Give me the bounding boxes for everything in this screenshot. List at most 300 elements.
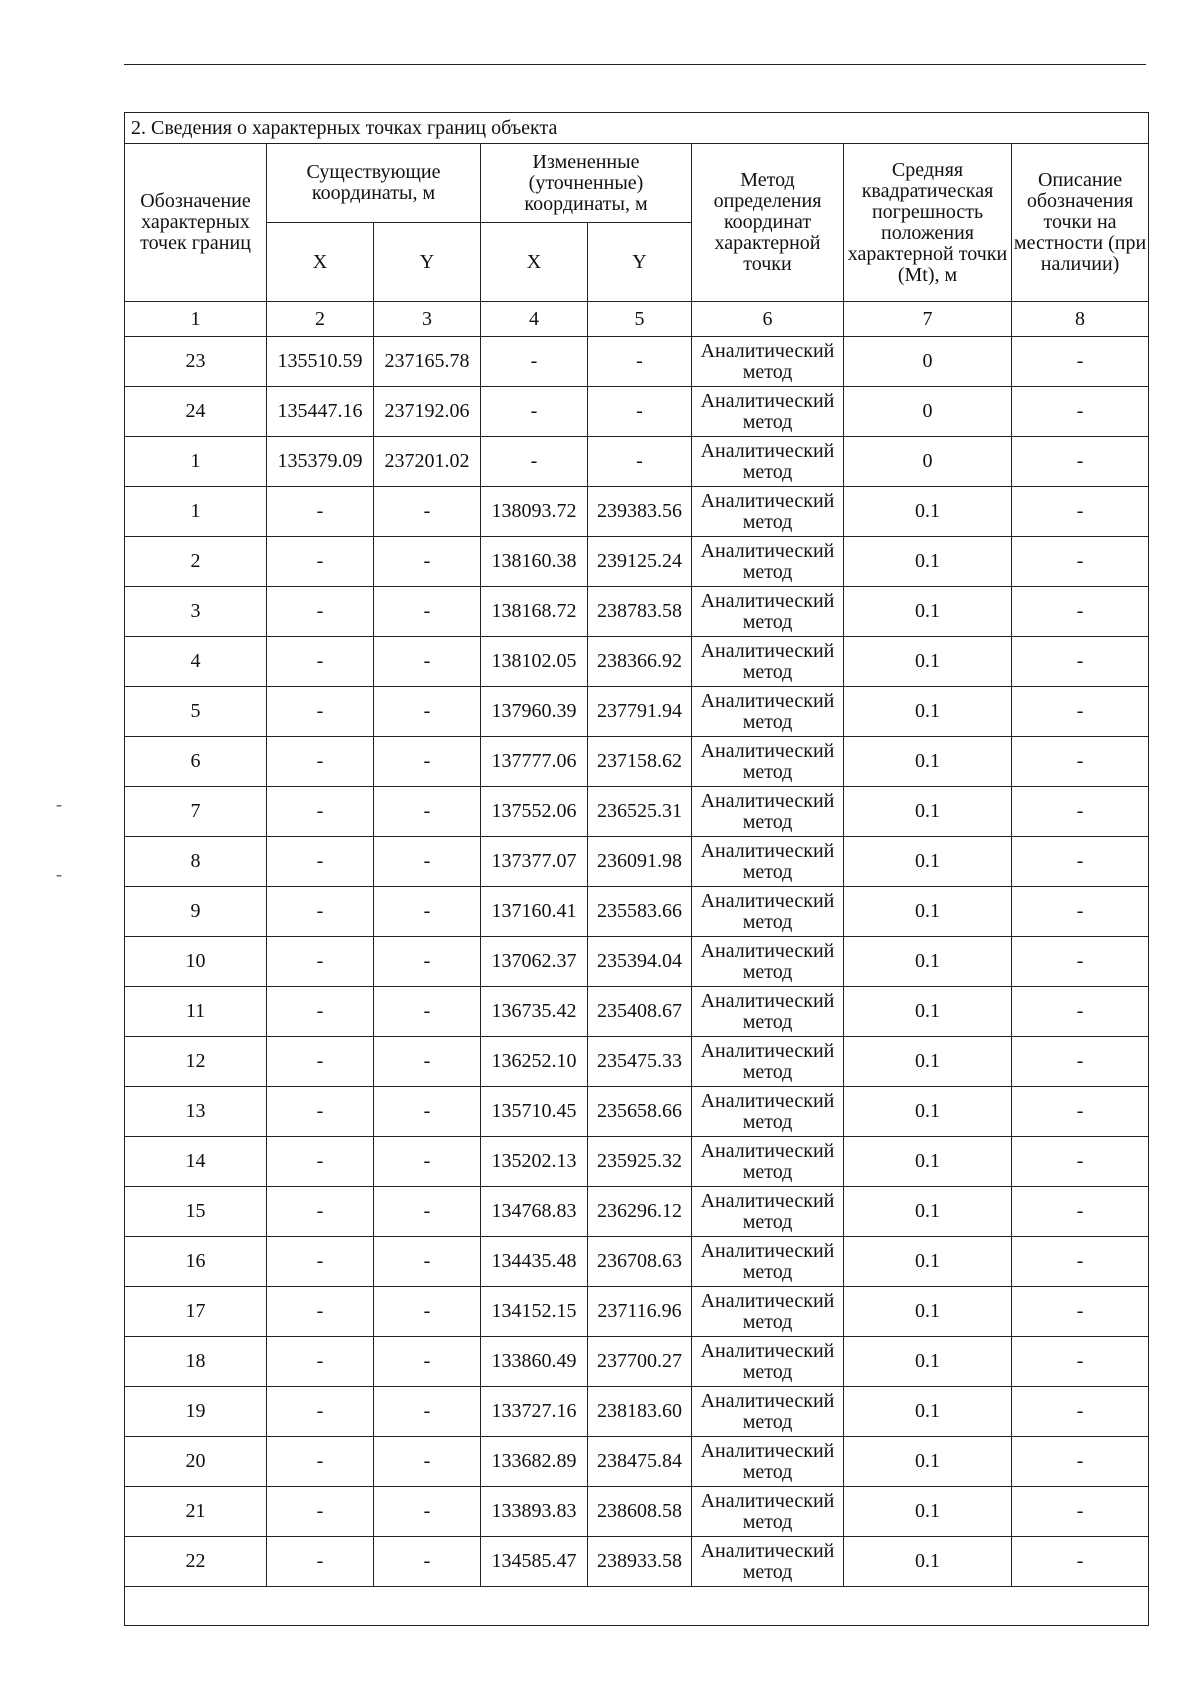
point-description: - — [1012, 1387, 1149, 1437]
existing-x: - — [267, 887, 374, 937]
method-line: метод — [742, 1060, 793, 1083]
changed-y: 235408.67 — [588, 987, 692, 1037]
method — [692, 487, 844, 537]
existing-y: - — [374, 887, 481, 937]
table-row — [125, 1237, 1149, 1287]
changed-y: 236525.31 — [588, 787, 692, 837]
existing-x: 135447.16 — [267, 387, 374, 437]
error-mt: 0.1 — [844, 737, 1012, 787]
existing-x: - — [267, 1437, 374, 1487]
header-method: Метод определения координат характерной точки — [692, 144, 844, 302]
error-mt: 0.1 — [844, 1537, 1012, 1587]
point-description: - — [1012, 937, 1149, 987]
column-number: 8 — [1012, 302, 1149, 337]
point-description: - — [1012, 887, 1149, 937]
existing-y: - — [374, 1037, 481, 1087]
method-line: метод — [742, 1160, 793, 1183]
changed-x: 137960.39 — [481, 687, 588, 737]
table-row — [125, 437, 1149, 487]
header-changed-coords: Измененные (уточненные) координаты, м — [481, 144, 692, 223]
point-designation: 20 — [125, 1437, 267, 1487]
error-mt: 0.1 — [844, 787, 1012, 837]
method-line: Аналитический — [700, 739, 835, 762]
point-designation: 14 — [125, 1137, 267, 1187]
method-line: метод — [742, 1310, 793, 1333]
table-row — [125, 1187, 1149, 1237]
header-existing-x: X — [267, 223, 374, 302]
changed-x: 134585.47 — [481, 1537, 588, 1587]
existing-x: - — [267, 1237, 374, 1287]
method-line: Аналитический — [700, 639, 835, 662]
point-designation: 8 — [125, 837, 267, 887]
method-line: Аналитический — [700, 489, 835, 512]
method — [692, 1487, 844, 1537]
existing-x: - — [267, 837, 374, 887]
point-description: - — [1012, 537, 1149, 587]
changed-y: 238366.92 — [588, 637, 692, 687]
changed-y: - — [588, 437, 692, 487]
existing-y: 237201.02 — [374, 437, 481, 487]
error-mt: 0.1 — [844, 1087, 1012, 1137]
point-designation: 4 — [125, 637, 267, 687]
existing-y: - — [374, 737, 481, 787]
table-row — [125, 987, 1149, 1037]
changed-y: 237791.94 — [588, 687, 692, 737]
changed-y: 236708.63 — [588, 1237, 692, 1287]
method — [692, 737, 844, 787]
method-line: Аналитический — [700, 839, 835, 862]
existing-x: - — [267, 1387, 374, 1437]
changed-y: 235583.66 — [588, 887, 692, 937]
table-row — [125, 1487, 1149, 1537]
error-mt: 0.1 — [844, 1237, 1012, 1287]
point-designation: 16 — [125, 1237, 267, 1287]
method-line: метод — [742, 760, 793, 783]
point-designation: 19 — [125, 1387, 267, 1437]
changed-y: 235475.33 — [588, 1037, 692, 1087]
error-mt: 0 — [844, 387, 1012, 437]
method-line: Аналитический — [700, 1339, 835, 1362]
changed-y: 236296.12 — [588, 1187, 692, 1237]
method — [692, 387, 844, 437]
changed-x: 134152.15 — [481, 1287, 588, 1337]
existing-y: - — [374, 787, 481, 837]
existing-y: - — [374, 487, 481, 537]
header-description: Описание обозначения точки на местности (при наличии) — [1012, 144, 1149, 302]
method-line: метод — [742, 1110, 793, 1133]
point-description: - — [1012, 987, 1149, 1037]
method — [692, 1537, 844, 1587]
error-mt: 0.1 — [844, 487, 1012, 537]
table-row — [125, 637, 1149, 687]
point-designation: 3 — [125, 587, 267, 637]
column-number: 3 — [374, 302, 481, 337]
table-row — [125, 837, 1149, 887]
point-description: - — [1012, 687, 1149, 737]
changed-x: 138102.05 — [481, 637, 588, 687]
point-designation: 15 — [125, 1187, 267, 1237]
changed-x: 138168.72 — [481, 587, 588, 637]
changed-x: 135202.13 — [481, 1137, 588, 1187]
method — [692, 437, 844, 487]
method — [692, 887, 844, 937]
changed-y: 235658.66 — [588, 1087, 692, 1137]
table-row — [125, 1287, 1149, 1337]
method-line: Аналитический — [700, 689, 835, 712]
existing-y: - — [374, 637, 481, 687]
changed-y: - — [588, 387, 692, 437]
method — [692, 937, 844, 987]
method-line: Аналитический — [700, 1189, 835, 1212]
method-line: метод — [742, 810, 793, 833]
table-row — [125, 537, 1149, 587]
changed-x: 137062.37 — [481, 937, 588, 987]
method-line: Аналитический — [700, 1089, 835, 1112]
method-line: метод — [742, 510, 793, 533]
method-line: метод — [742, 960, 793, 983]
existing-x: - — [267, 1487, 374, 1537]
existing-y: - — [374, 1087, 481, 1137]
method — [692, 1137, 844, 1187]
method-line: метод — [742, 360, 793, 383]
point-designation: 6 — [125, 737, 267, 787]
point-designation: 7 — [125, 787, 267, 837]
method-line: метод — [742, 1010, 793, 1033]
existing-y: - — [374, 1237, 481, 1287]
column-number: 2 — [267, 302, 374, 337]
point-description: - — [1012, 587, 1149, 637]
method — [692, 1037, 844, 1087]
point-description: - — [1012, 487, 1149, 537]
error-mt: 0.1 — [844, 1337, 1012, 1387]
point-description: - — [1012, 1037, 1149, 1087]
method-line: метод — [742, 710, 793, 733]
method — [692, 337, 844, 387]
method-line: метод — [742, 1210, 793, 1233]
method-line: метод — [742, 1360, 793, 1383]
changed-x: 133727.16 — [481, 1387, 588, 1437]
existing-x: - — [267, 1537, 374, 1587]
header-existing-y: Y — [374, 223, 481, 302]
header-designation: Обозначение характерных точек границ — [125, 144, 267, 302]
point-designation: 5 — [125, 687, 267, 737]
method-line: Аналитический — [700, 1289, 835, 1312]
table-row — [125, 1437, 1149, 1487]
error-mt: 0.1 — [844, 587, 1012, 637]
error-mt: 0 — [844, 337, 1012, 387]
table-row — [125, 937, 1149, 987]
error-mt: 0.1 — [844, 837, 1012, 887]
header-existing-coords: Существующие координаты, м — [267, 144, 481, 223]
point-description: - — [1012, 837, 1149, 887]
existing-x: - — [267, 637, 374, 687]
existing-y: - — [374, 687, 481, 737]
point-description: - — [1012, 387, 1149, 437]
existing-x: - — [267, 1287, 374, 1337]
changed-y: 237158.62 — [588, 737, 692, 787]
column-number: 4 — [481, 302, 588, 337]
changed-y: 235394.04 — [588, 937, 692, 987]
table-row — [125, 1137, 1149, 1187]
existing-x: - — [267, 1087, 374, 1137]
existing-y: - — [374, 1487, 481, 1537]
method-line: метод — [742, 660, 793, 683]
method — [692, 1237, 844, 1287]
changed-x: 136735.42 — [481, 987, 588, 1037]
point-description: - — [1012, 737, 1149, 787]
error-mt: 0.1 — [844, 1387, 1012, 1437]
changed-y: 237116.96 — [588, 1287, 692, 1337]
existing-y: - — [374, 837, 481, 887]
point-description: - — [1012, 1087, 1149, 1137]
changed-x: - — [481, 337, 588, 387]
table-row — [125, 337, 1149, 387]
changed-x: 133893.83 — [481, 1487, 588, 1537]
error-mt: 0.1 — [844, 637, 1012, 687]
point-designation: 17 — [125, 1287, 267, 1337]
method-line: Аналитический — [700, 1139, 835, 1162]
point-description: - — [1012, 787, 1149, 837]
error-mt: 0.1 — [844, 1287, 1012, 1337]
method-line: Аналитический — [700, 939, 835, 962]
point-description: - — [1012, 637, 1149, 687]
point-description: - — [1012, 1437, 1149, 1487]
method — [692, 1287, 844, 1337]
changed-y: 238183.60 — [588, 1387, 692, 1437]
changed-x: 134435.48 — [481, 1237, 588, 1287]
method-line: метод — [742, 610, 793, 633]
point-designation: 22 — [125, 1537, 267, 1587]
method-line: метод — [742, 1460, 793, 1483]
point-designation: 10 — [125, 937, 267, 987]
point-designation: 1 — [125, 437, 267, 487]
method-line: Аналитический — [700, 539, 835, 562]
point-designation: 9 — [125, 887, 267, 937]
point-designation: 2 — [125, 537, 267, 587]
changed-x: 138160.38 — [481, 537, 588, 587]
method — [692, 587, 844, 637]
method-line: Аналитический — [700, 789, 835, 812]
table-row — [125, 1037, 1149, 1087]
changed-y: 235925.32 — [588, 1137, 692, 1187]
top-rule — [124, 64, 1146, 65]
changed-x: 136252.10 — [481, 1037, 588, 1087]
error-mt: 0.1 — [844, 937, 1012, 987]
existing-x: - — [267, 1037, 374, 1087]
changed-x: 134768.83 — [481, 1187, 588, 1237]
section-title: 2. Сведения о характерных точках границ объекта — [125, 113, 1149, 144]
method — [692, 837, 844, 887]
table-row — [125, 1337, 1149, 1387]
method-line: Аналитический — [700, 439, 835, 462]
method-line: Аналитический — [700, 889, 835, 912]
changed-y: 238608.58 — [588, 1487, 692, 1537]
method-line: Аналитический — [700, 1389, 835, 1412]
table-row — [125, 1537, 1149, 1587]
method — [692, 637, 844, 687]
error-mt: 0.1 — [844, 1037, 1012, 1087]
method-line: метод — [742, 460, 793, 483]
existing-x: - — [267, 1137, 374, 1187]
existing-x: - — [267, 987, 374, 1037]
existing-y: - — [374, 1437, 481, 1487]
existing-y: - — [374, 587, 481, 637]
table-row — [125, 1087, 1149, 1137]
changed-y: 238783.58 — [588, 587, 692, 637]
changed-y: - — [588, 337, 692, 387]
table-row — [125, 737, 1149, 787]
table-row — [125, 387, 1149, 437]
error-mt: 0.1 — [844, 1437, 1012, 1487]
existing-x: 135379.09 — [267, 437, 374, 487]
method — [692, 1087, 844, 1137]
point-description: - — [1012, 1337, 1149, 1387]
existing-y: - — [374, 1387, 481, 1437]
error-mt: 0.1 — [844, 887, 1012, 937]
table-row — [125, 487, 1149, 537]
method-line: Аналитический — [700, 1489, 835, 1512]
existing-x: - — [267, 1337, 374, 1387]
table-footer-empty — [125, 1587, 1149, 1626]
changed-x: - — [481, 437, 588, 487]
existing-y: 237165.78 — [374, 337, 481, 387]
error-mt: 0.1 — [844, 537, 1012, 587]
point-designation: 18 — [125, 1337, 267, 1387]
error-mt: 0.1 — [844, 987, 1012, 1037]
method-line: Аналитический — [700, 589, 835, 612]
changed-x: - — [481, 387, 588, 437]
point-description: - — [1012, 1487, 1149, 1537]
column-number: 7 — [844, 302, 1012, 337]
method-line: метод — [742, 860, 793, 883]
existing-y: - — [374, 1137, 481, 1187]
existing-x: - — [267, 687, 374, 737]
error-mt: 0.1 — [844, 687, 1012, 737]
point-designation: 24 — [125, 387, 267, 437]
column-number-row — [125, 302, 1149, 337]
existing-y: 237192.06 — [374, 387, 481, 437]
point-description: - — [1012, 1537, 1149, 1587]
column-number: 6 — [692, 302, 844, 337]
existing-x: - — [267, 787, 374, 837]
method — [692, 1387, 844, 1437]
method-line: метод — [742, 1410, 793, 1433]
existing-x: - — [267, 1187, 374, 1237]
method — [692, 987, 844, 1037]
point-designation: 13 — [125, 1087, 267, 1137]
method-line: метод — [742, 1560, 793, 1583]
changed-x: 133682.89 — [481, 1437, 588, 1487]
method-line: Аналитический — [700, 989, 835, 1012]
existing-y: - — [374, 937, 481, 987]
existing-x: - — [267, 537, 374, 587]
table-row — [125, 1387, 1149, 1437]
method-line: Аналитический — [700, 1439, 835, 1462]
changed-x: 137160.41 — [481, 887, 588, 937]
point-description: - — [1012, 1187, 1149, 1237]
changed-x: 133860.49 — [481, 1337, 588, 1387]
changed-y: 236091.98 — [588, 837, 692, 887]
method — [692, 537, 844, 587]
changed-y: 238475.84 — [588, 1437, 692, 1487]
point-designation: 23 — [125, 337, 267, 387]
method — [692, 687, 844, 737]
method — [692, 1437, 844, 1487]
existing-x: - — [267, 587, 374, 637]
method-line: метод — [742, 1510, 793, 1533]
column-number: 5 — [588, 302, 692, 337]
changed-y: 237700.27 — [588, 1337, 692, 1387]
point-description: - — [1012, 1137, 1149, 1187]
error-mt: 0.1 — [844, 1187, 1012, 1237]
point-description: - — [1012, 1237, 1149, 1287]
margin-mark: - — [56, 864, 62, 884]
existing-y: - — [374, 537, 481, 587]
point-description: - — [1012, 437, 1149, 487]
changed-y: 239125.24 — [588, 537, 692, 587]
point-designation: 12 — [125, 1037, 267, 1087]
table-row — [125, 887, 1149, 937]
header-changed-y: Y — [588, 223, 692, 302]
error-mt: 0.1 — [844, 1487, 1012, 1537]
method-line: Аналитический — [700, 1239, 835, 1262]
method-line: Аналитический — [700, 1039, 835, 1062]
existing-y: - — [374, 1187, 481, 1237]
table-row — [125, 587, 1149, 637]
changed-y: 239383.56 — [588, 487, 692, 537]
changed-x: 135710.45 — [481, 1087, 588, 1137]
changed-x: 137777.06 — [481, 737, 588, 787]
existing-y: - — [374, 1337, 481, 1387]
method — [692, 787, 844, 837]
method-line: метод — [742, 560, 793, 583]
table-row — [125, 787, 1149, 837]
changed-x: 137552.06 — [481, 787, 588, 837]
method-line: метод — [742, 410, 793, 433]
existing-x: - — [267, 487, 374, 537]
method — [692, 1337, 844, 1387]
existing-x: - — [267, 737, 374, 787]
method-line: метод — [742, 910, 793, 933]
method-line: Аналитический — [700, 339, 835, 362]
point-description: - — [1012, 337, 1149, 387]
changed-x: 138093.72 — [481, 487, 588, 537]
column-number: 1 — [125, 302, 267, 337]
margin-mark: - — [56, 794, 62, 814]
existing-x: - — [267, 937, 374, 987]
changed-y: 238933.58 — [588, 1537, 692, 1587]
header-error: Средняя квадратическая погрешность положения характерной точки (Mt), м — [844, 144, 1012, 302]
header-changed-x: X — [481, 223, 588, 302]
method-line: метод — [742, 1260, 793, 1283]
existing-y: - — [374, 1537, 481, 1587]
table-row — [125, 687, 1149, 737]
existing-x: 135510.59 — [267, 337, 374, 387]
method-line: Аналитический — [700, 1539, 835, 1562]
method — [692, 1187, 844, 1237]
point-designation: 1 — [125, 487, 267, 537]
existing-y: - — [374, 1287, 481, 1337]
error-mt: 0 — [844, 437, 1012, 487]
method-line: Аналитический — [700, 389, 835, 412]
point-designation: 21 — [125, 1487, 267, 1537]
point-designation: 11 — [125, 987, 267, 1037]
boundary-points-table — [124, 112, 1149, 1626]
error-mt: 0.1 — [844, 1137, 1012, 1187]
existing-y: - — [374, 987, 481, 1037]
changed-x: 137377.07 — [481, 837, 588, 887]
point-description: - — [1012, 1287, 1149, 1337]
